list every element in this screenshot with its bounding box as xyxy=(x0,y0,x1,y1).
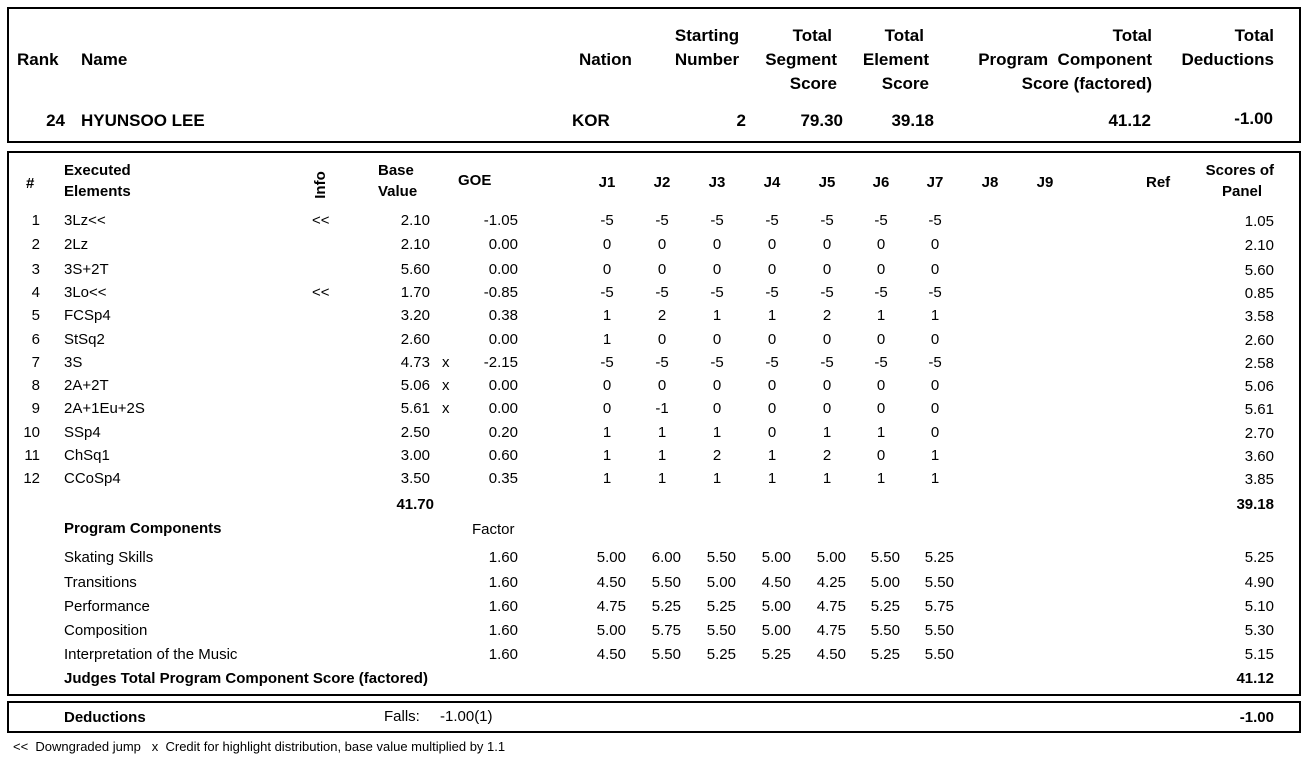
element-judge-score: 0 xyxy=(930,400,940,417)
element-num: 1 xyxy=(31,212,40,229)
element-judge-score: 1 xyxy=(767,470,777,487)
pcs-panel-score: 4.90 xyxy=(1244,574,1274,591)
skater-total-pcs: 41.12 xyxy=(1108,111,1151,130)
pcs-judge-score: 6.00 xyxy=(651,549,681,566)
elements-header-exec-2: Elements xyxy=(64,183,131,200)
pcs-factor: 1.60 xyxy=(488,574,518,591)
element-judge-score: -5 xyxy=(600,284,614,301)
element-judge-score: 1 xyxy=(712,307,722,324)
element-goe: 0.00 xyxy=(488,400,518,417)
pcs-judge-score: 5.50 xyxy=(924,574,954,591)
element-goe: 0.00 xyxy=(488,331,518,348)
element-judge-score: 0 xyxy=(767,400,777,417)
element-base-value: 2.50 xyxy=(400,424,430,441)
element-goe: 0.00 xyxy=(488,377,518,394)
judge-header-j6: J6 xyxy=(872,174,890,191)
pcs-judge-score: 5.25 xyxy=(870,646,900,663)
pcs-judge-score: 5.50 xyxy=(651,574,681,591)
deductions-box xyxy=(7,701,1301,733)
header-nation: Nation xyxy=(579,50,632,69)
element-base-value: 5.06 xyxy=(400,377,430,394)
elements-header-num: # xyxy=(26,175,35,192)
element-goe: 0.38 xyxy=(488,307,518,324)
element-judge-score: 1 xyxy=(602,424,612,441)
element-judge-score: 1 xyxy=(602,331,612,348)
element-judge-score: -5 xyxy=(655,354,669,371)
judge-header-j5: J5 xyxy=(818,174,836,191)
judge-header-j1: J1 xyxy=(598,174,616,191)
element-judge-score: 2 xyxy=(822,447,832,464)
header-tss-2: Segment xyxy=(765,50,837,69)
skater-nation: KOR xyxy=(572,111,610,130)
element-judge-score: 1 xyxy=(822,424,832,441)
pcs-judge-score: 5.25 xyxy=(761,646,791,663)
element-judge-score: 0 xyxy=(712,377,722,394)
element-judge-score: 0 xyxy=(876,261,886,278)
pcs-judge-score: 5.50 xyxy=(924,622,954,639)
pcs-factor: 1.60 xyxy=(488,622,518,639)
pcs-judge-score: 5.50 xyxy=(706,549,736,566)
element-judge-score: 0 xyxy=(767,424,777,441)
element-judge-score: 2 xyxy=(657,307,667,324)
pcs-judge-score: 5.50 xyxy=(870,622,900,639)
element-judge-score: 1 xyxy=(876,470,886,487)
element-panel-score: 5.61 xyxy=(1244,401,1274,418)
element-judge-score: 0 xyxy=(602,236,612,253)
header-pcs-1: Total xyxy=(1112,26,1152,45)
element-judge-score: 0 xyxy=(712,400,722,417)
pcs-judge-score: 5.00 xyxy=(761,622,791,639)
pcs-judge-score: 4.75 xyxy=(596,598,626,615)
pcs-name: Transitions xyxy=(64,574,137,591)
pcs-judge-score: 5.50 xyxy=(870,549,900,566)
element-judge-score: 1 xyxy=(767,447,777,464)
pcs-panel-score: 5.25 xyxy=(1244,549,1274,566)
pcs-judge-score: 5.00 xyxy=(761,549,791,566)
element-judge-score: -5 xyxy=(600,212,614,229)
element-judge-score: 1 xyxy=(822,470,832,487)
element-base-value: 2.10 xyxy=(400,236,430,253)
pcs-judge-score: 5.00 xyxy=(870,574,900,591)
pcs-judge-score: 5.00 xyxy=(596,549,626,566)
element-judge-score: 0 xyxy=(602,377,612,394)
element-base-value: 2.60 xyxy=(400,331,430,348)
element-goe: 0.00 xyxy=(488,236,518,253)
element-name: SSp4 xyxy=(64,424,101,441)
judge-header-j3: J3 xyxy=(708,174,726,191)
element-judge-score: 2 xyxy=(822,307,832,324)
element-judge-score: 0 xyxy=(930,261,940,278)
pcs-judge-score: 5.25 xyxy=(706,646,736,663)
pcs-judge-score: 5.25 xyxy=(651,598,681,615)
element-base-value: 3.20 xyxy=(400,307,430,324)
element-judge-score: -5 xyxy=(765,212,779,229)
element-judge-score: -5 xyxy=(928,354,942,371)
element-judge-score: -5 xyxy=(655,212,669,229)
element-name: FCSp4 xyxy=(64,307,111,324)
element-name: CCoSp4 xyxy=(64,470,121,487)
element-goe: -0.85 xyxy=(483,284,518,301)
pcs-factor-label: Factor xyxy=(472,521,515,538)
pcs-factor: 1.60 xyxy=(488,646,518,663)
header-tss-1: Total xyxy=(792,26,832,45)
element-panel-score: 2.60 xyxy=(1244,332,1274,349)
element-judge-score: -5 xyxy=(928,212,942,229)
element-bonus-marker: x xyxy=(442,400,450,417)
judge-header-j7: J7 xyxy=(926,174,944,191)
element-judge-score: 1 xyxy=(712,470,722,487)
element-info: << xyxy=(312,212,330,229)
element-judge-score: -5 xyxy=(600,354,614,371)
pcs-name: Interpretation of the Music xyxy=(64,646,238,663)
element-num: 6 xyxy=(31,331,40,348)
pcs-judge-score: 5.00 xyxy=(596,622,626,639)
element-judge-score: -5 xyxy=(820,284,834,301)
header-starting-1: Starting xyxy=(674,26,740,45)
pcs-judge-score: 4.50 xyxy=(816,646,846,663)
element-judge-score: -1 xyxy=(655,400,669,417)
element-name: 3Lz<< xyxy=(64,212,106,229)
element-base-value: 2.10 xyxy=(400,212,430,229)
element-judge-score: 0 xyxy=(657,331,667,348)
elements-total-panel: 39.18 xyxy=(1236,496,1274,513)
elements-total-base: 41.70 xyxy=(396,496,434,513)
element-num: 4 xyxy=(31,284,40,301)
element-judge-score: 0 xyxy=(767,331,777,348)
deductions-label: Deductions xyxy=(64,709,146,726)
deductions-total: -1.00 xyxy=(1239,709,1274,726)
element-judge-score: 0 xyxy=(822,331,832,348)
element-judge-score: 1 xyxy=(657,470,667,487)
element-judge-score: 2 xyxy=(712,447,722,464)
pcs-panel-score: 5.15 xyxy=(1244,646,1274,663)
element-judge-score: -5 xyxy=(710,284,724,301)
elements-header-panel-2: Panel xyxy=(1221,183,1262,200)
element-name: 3Lo<< xyxy=(64,284,107,301)
elements-header-info: Info xyxy=(312,171,329,199)
falls-label: Falls: xyxy=(384,708,420,725)
footnote: << Downgraded jump x Credit for highlight distribution, base value multiplied by 1.1 xyxy=(13,739,506,754)
element-judge-score: -5 xyxy=(710,212,724,229)
pcs-factor: 1.60 xyxy=(488,598,518,615)
element-judge-score: 0 xyxy=(602,400,612,417)
skater-total-segment-score: 79.30 xyxy=(800,111,843,130)
element-judge-score: 1 xyxy=(930,470,940,487)
judge-header-j9: J9 xyxy=(1036,174,1054,191)
element-panel-score: 0.85 xyxy=(1244,285,1274,302)
element-judge-score: 0 xyxy=(712,331,722,348)
element-judge-score: 0 xyxy=(930,331,940,348)
header-name: Name xyxy=(81,50,128,69)
judge-header-j4: J4 xyxy=(763,174,781,191)
element-judge-score: 1 xyxy=(930,307,940,324)
element-num: 5 xyxy=(31,307,40,324)
element-judge-score: -5 xyxy=(765,284,779,301)
elements-header-ref: Ref xyxy=(1146,174,1171,191)
element-judge-score: 1 xyxy=(602,307,612,324)
header-rank: Rank xyxy=(17,50,59,69)
element-info: << xyxy=(312,284,330,301)
element-goe: 0.00 xyxy=(488,261,518,278)
element-judge-score: -5 xyxy=(874,354,888,371)
element-name: 3S+2T xyxy=(64,261,109,278)
pcs-judge-score: 5.00 xyxy=(761,598,791,615)
element-judge-score: 0 xyxy=(876,447,886,464)
pcs-factor: 1.60 xyxy=(488,549,518,566)
skater-total-deductions: -1.00 xyxy=(1234,109,1273,128)
element-base-value: 4.73 xyxy=(400,354,430,371)
pcs-judge-score: 5.00 xyxy=(706,574,736,591)
element-name: 3S xyxy=(64,354,83,371)
element-judge-score: 0 xyxy=(767,377,777,394)
element-judge-score: -5 xyxy=(765,354,779,371)
element-panel-score: 3.60 xyxy=(1244,448,1274,465)
pcs-judge-score: 4.25 xyxy=(816,574,846,591)
element-bonus-marker: x xyxy=(442,354,450,371)
element-goe: -2.15 xyxy=(483,354,518,371)
element-num: 11 xyxy=(24,447,40,464)
element-num: 3 xyxy=(31,261,40,278)
pcs-title: Program Components xyxy=(64,520,222,537)
element-judge-score: -5 xyxy=(874,284,888,301)
element-goe: 0.35 xyxy=(488,470,518,487)
pcs-total-label: Judges Total Program Component Score (factored) xyxy=(64,670,428,687)
element-goe: 0.20 xyxy=(488,424,518,441)
header-tes-1: Total xyxy=(884,26,924,45)
pcs-judge-score: 5.00 xyxy=(816,549,846,566)
pcs-judge-score: 5.75 xyxy=(651,622,681,639)
pcs-total-value: 41.12 xyxy=(1236,670,1274,687)
element-base-value: 5.61 xyxy=(400,400,430,417)
pcs-judge-score: 5.50 xyxy=(651,646,681,663)
pcs-name: Performance xyxy=(64,598,150,615)
pcs-judge-score: 5.25 xyxy=(706,598,736,615)
element-base-value: 5.60 xyxy=(400,261,430,278)
element-goe: -1.05 xyxy=(483,212,518,229)
element-panel-score: 2.58 xyxy=(1244,355,1274,372)
element-judge-score: 0 xyxy=(712,261,722,278)
elements-header-goe: GOE xyxy=(458,172,492,189)
judge-header-j2: J2 xyxy=(653,174,671,191)
header-tes-3: Score xyxy=(881,74,929,93)
judge-header-j8: J8 xyxy=(981,174,999,191)
element-panel-score: 3.58 xyxy=(1244,308,1274,325)
element-judge-score: 0 xyxy=(930,424,940,441)
element-judge-score: -5 xyxy=(710,354,724,371)
header-starting-2: Number xyxy=(674,50,740,69)
element-judge-score: 1 xyxy=(602,470,612,487)
pcs-judge-score: 5.50 xyxy=(706,622,736,639)
element-goe: 0.60 xyxy=(488,447,518,464)
pcs-judge-score: 5.50 xyxy=(924,646,954,663)
element-bonus-marker: x xyxy=(442,377,450,394)
element-judge-score: 0 xyxy=(712,236,722,253)
element-panel-score: 5.06 xyxy=(1244,378,1274,395)
element-judge-score: 0 xyxy=(767,261,777,278)
element-base-value: 3.00 xyxy=(400,447,430,464)
element-judge-score: 0 xyxy=(822,236,832,253)
pcs-judge-score: 4.50 xyxy=(596,646,626,663)
element-judge-score: 1 xyxy=(767,307,777,324)
element-judge-score: 1 xyxy=(876,424,886,441)
element-name: 2A+1Eu+2S xyxy=(64,400,145,417)
element-judge-score: 1 xyxy=(930,447,940,464)
elements-header-panel-1: Scores of xyxy=(1205,162,1274,179)
element-num: 9 xyxy=(31,400,40,417)
elements-header-base-2: Value xyxy=(378,183,418,200)
skater-total-element-score: 39.18 xyxy=(891,111,934,130)
element-judge-score: 1 xyxy=(712,424,722,441)
element-num: 2 xyxy=(31,236,40,253)
element-judge-score: 0 xyxy=(876,377,886,394)
element-num: 7 xyxy=(31,354,40,371)
element-judge-score: 0 xyxy=(930,236,940,253)
elements-header-base-1: Base xyxy=(378,162,414,179)
element-base-value: 1.70 xyxy=(400,284,430,301)
falls-value: -1.00(1) xyxy=(440,708,493,725)
element-base-value: 3.50 xyxy=(400,470,430,487)
element-judge-score: 0 xyxy=(822,261,832,278)
pcs-panel-score: 5.30 xyxy=(1244,622,1274,639)
element-judge-score: 1 xyxy=(657,447,667,464)
skater-name: HYUNSOO LEE xyxy=(81,111,205,130)
skater-rank: 24 xyxy=(46,111,65,130)
element-judge-score: 0 xyxy=(930,377,940,394)
element-judge-score: 0 xyxy=(767,236,777,253)
pcs-judge-score: 4.50 xyxy=(761,574,791,591)
pcs-judge-score: 5.25 xyxy=(924,549,954,566)
pcs-judge-score: 5.25 xyxy=(870,598,900,615)
element-judge-score: 0 xyxy=(602,261,612,278)
element-judge-score: 1 xyxy=(602,447,612,464)
pcs-name: Composition xyxy=(64,622,148,639)
element-name: StSq2 xyxy=(64,331,105,348)
element-panel-score: 3.85 xyxy=(1244,471,1274,488)
element-judge-score: 1 xyxy=(876,307,886,324)
element-judge-score: -5 xyxy=(928,284,942,301)
element-judge-score: -5 xyxy=(820,212,834,229)
element-judge-score: -5 xyxy=(820,354,834,371)
element-num: 12 xyxy=(23,470,40,487)
element-judge-score: -5 xyxy=(874,212,888,229)
element-judge-score: 1 xyxy=(657,424,667,441)
element-panel-score: 2.10 xyxy=(1244,237,1274,254)
element-judge-score: 0 xyxy=(822,400,832,417)
pcs-panel-score: 5.10 xyxy=(1244,598,1274,615)
header-tss-3: Score xyxy=(789,74,837,93)
pcs-judge-score: 4.75 xyxy=(816,622,846,639)
element-judge-score: 0 xyxy=(876,400,886,417)
element-judge-score: -5 xyxy=(655,284,669,301)
element-judge-score: 0 xyxy=(657,236,667,253)
header-pcs-2: Program Component xyxy=(978,50,1152,69)
header-deductions-2: Deductions xyxy=(1181,50,1274,69)
element-panel-score: 2.70 xyxy=(1244,425,1274,442)
element-judge-score: 0 xyxy=(876,236,886,253)
pcs-judge-score: 4.50 xyxy=(596,574,626,591)
element-panel-score: 5.60 xyxy=(1244,262,1274,279)
skater-starting-number: 2 xyxy=(736,111,746,130)
header-pcs-3: Score (factored) xyxy=(1021,74,1152,93)
elements-header-exec-1: Executed xyxy=(64,162,131,179)
header-deductions-1: Total xyxy=(1234,26,1274,45)
element-name: ChSq1 xyxy=(64,447,110,464)
element-num: 8 xyxy=(31,377,40,394)
header-tes-2: Element xyxy=(862,50,929,69)
element-name: 2Lz xyxy=(64,236,89,253)
element-panel-score: 1.05 xyxy=(1244,213,1274,230)
pcs-judge-score: 5.75 xyxy=(924,598,954,615)
element-judge-score: 0 xyxy=(876,331,886,348)
element-num: 10 xyxy=(23,424,40,441)
pcs-judge-score: 4.75 xyxy=(816,598,846,615)
pcs-name: Skating Skills xyxy=(64,549,154,566)
element-judge-score: 0 xyxy=(657,261,667,278)
element-judge-score: 0 xyxy=(822,377,832,394)
element-name: 2A+2T xyxy=(64,377,109,394)
element-judge-score: 0 xyxy=(657,377,667,394)
